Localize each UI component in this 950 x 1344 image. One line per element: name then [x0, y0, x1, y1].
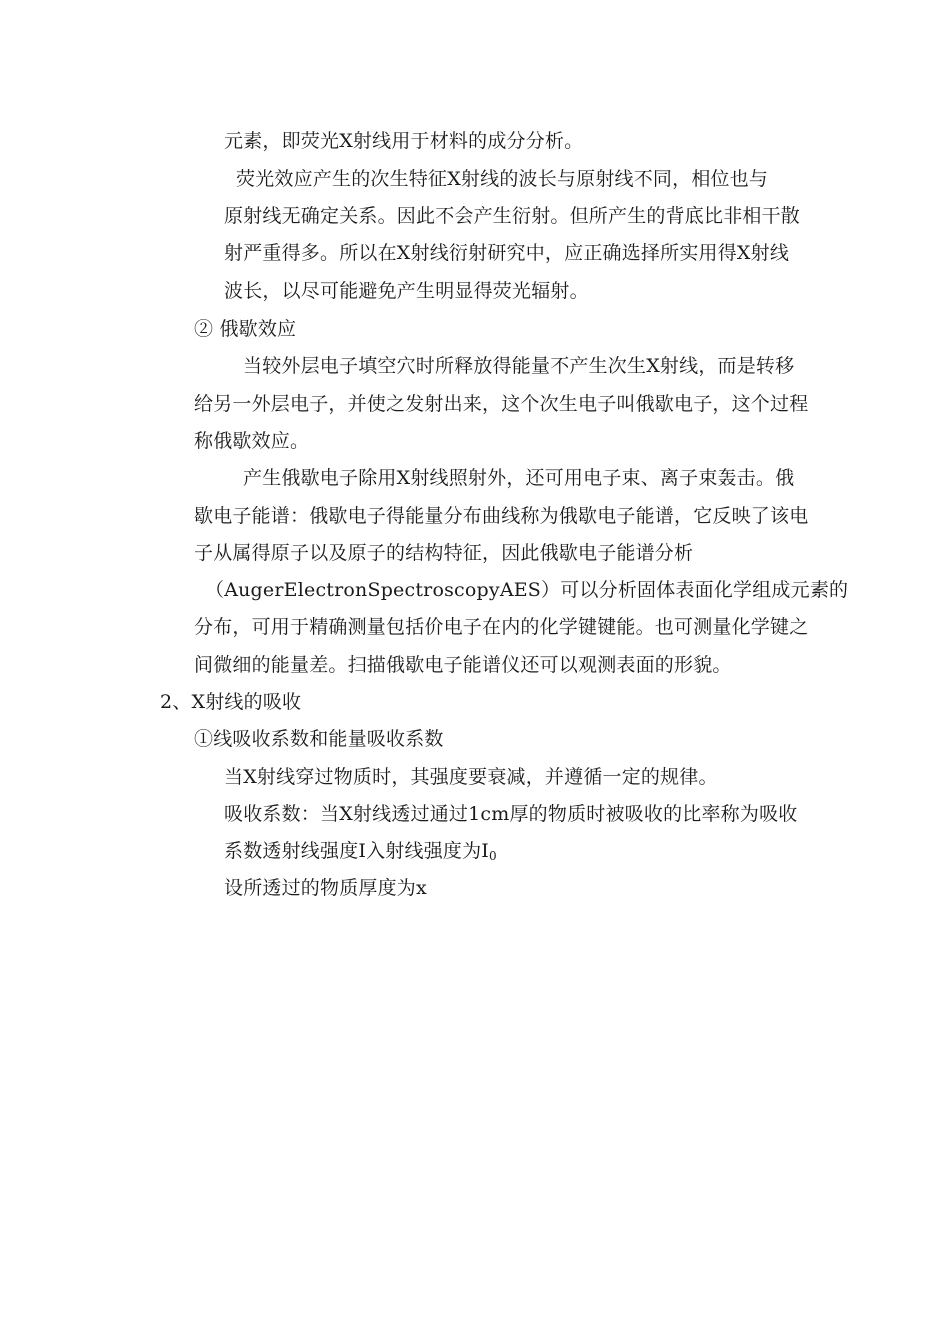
- text-line: 当Ⅹ射线穿过物质时，其强度要衰减，并遵循一定的规律。: [224, 766, 718, 788]
- text-line: 吸收系数：当Ⅹ射线透过通过1cm厚的物质时被吸收的比率称为吸收: [224, 803, 798, 825]
- text-line: 原射线无确定关系。因此不会产生衍射。但所产生的背底比非相干散: [224, 205, 801, 227]
- section-heading: ② 俄歇效应: [194, 318, 297, 340]
- text-line: [224, 839, 497, 868]
- text-line: 子从属得原子以及原子的结构特征，因此俄歇电子能谱分析: [194, 542, 694, 564]
- text-line: 元素，即荧光Ⅹ射线用于材料的成分分析。: [224, 130, 584, 152]
- text-line: 歇电子能谱：俄歇电子得能量分布曲线称为俄歇电子能谱，它反映了该电: [194, 505, 809, 527]
- text-line: 产生俄歇电子除用Ⅹ射线照射外，还可用电子束、离子束轰击。俄: [243, 467, 795, 489]
- subscript: 0: [489, 849, 497, 863]
- text-line: 给另一外层电子，并使之发射出来，这个次生电子叫俄歇电子，这个过程: [194, 393, 809, 415]
- text-line: 间微细的能量差。扫描俄歇电子能谱仪还可以观测表面的形貌。: [194, 654, 732, 676]
- subsection-heading: ①线吸收系数和能量吸收系数: [194, 728, 444, 750]
- text-line: 称俄歇效应。: [194, 430, 310, 452]
- text-line: （AugerElectronSpectroscopyAES）可以分析固体表面化学组成元素的: [205, 579, 849, 601]
- text-line: 当较外层电子填空穴时所释放得能量不产生次生Ⅹ射线，而是转移: [243, 355, 795, 377]
- text-line: 波长，以尽可能避免产生明显得荧光辐射。: [224, 280, 589, 302]
- text-line: 分布，可用于精确测量包括价电子在内的化学键键能。也可测量化学键之: [194, 616, 809, 638]
- text-line: 设所透过的物质厚度为x: [224, 877, 427, 899]
- text-line: 荧光效应产生的次生特征Ⅹ射线的波长与原射线不同，相位也与: [236, 168, 769, 190]
- section-heading: 2、Ⅹ射线的吸收: [160, 691, 302, 713]
- text-line: 射严重得多。所以在Ⅹ射线衍射研究中，应正确选择所实用得Ⅹ射线: [224, 242, 790, 264]
- text-line-main: 系数透射线强度Ⅰ入射线强度为Ⅰ: [224, 840, 490, 862]
